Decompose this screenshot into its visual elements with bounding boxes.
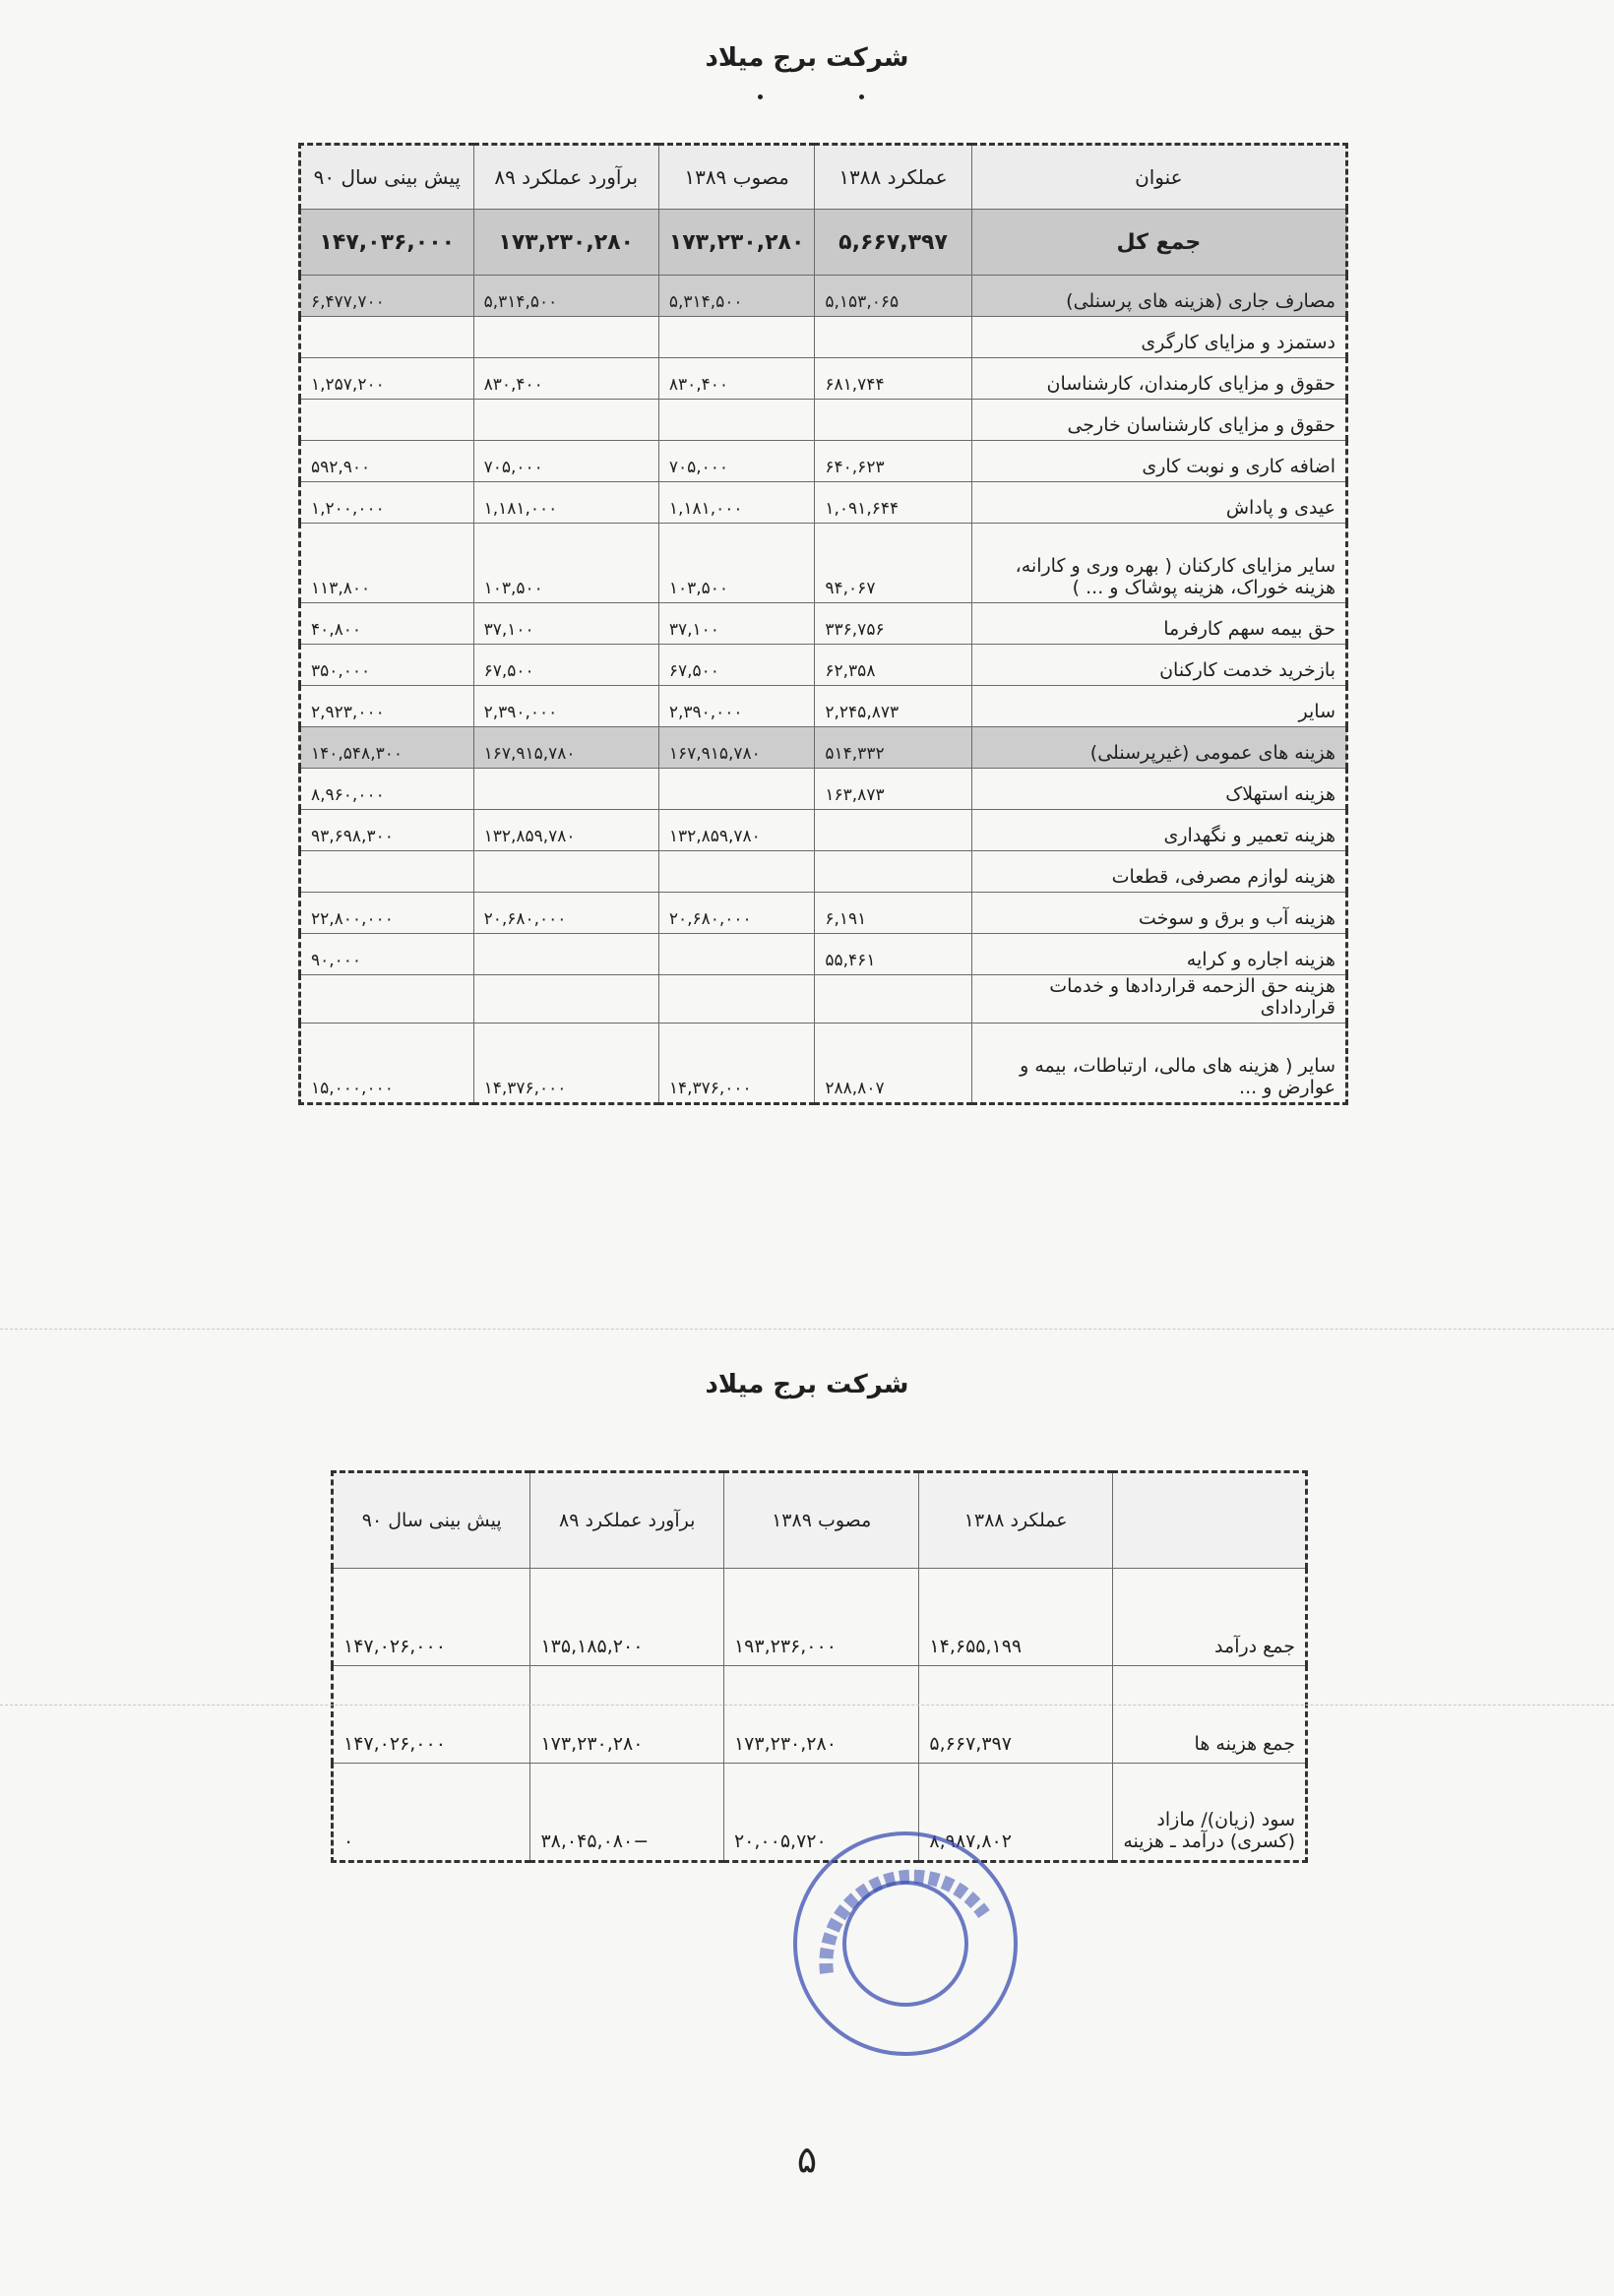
header-estimate-89: برآورد عملکرد ۸۹ (473, 145, 658, 210)
header-actual-1388: عملکرد ۱۳۸۸ (919, 1472, 1112, 1569)
cell-approved (658, 317, 815, 358)
cell-approved (658, 400, 815, 441)
table-row (300, 317, 1347, 358)
total-estimate: ۱۷۳,۲۳۰,۲۸۰ (473, 210, 658, 276)
row-label: هزینه اجاره و کرایه (971, 934, 1346, 975)
cell-actual: ۵۱۴,۳۳۲ (815, 727, 971, 769)
cell-approved: ۸۳۰,۴۰۰ (658, 358, 815, 400)
header-approved-1389: مصوب ۱۳۸۹ (658, 145, 815, 210)
table-row (300, 727, 1347, 769)
row-label: اضافه کاری و نوبت کاری (971, 441, 1346, 482)
table-row (333, 1569, 1307, 1666)
table-row (300, 686, 1347, 727)
row-label: هزینه لوازم مصرفی، قطعات (971, 851, 1346, 893)
row-label: سایر مزایای کارکنان ( بهره وری و کارانه، هزینه خوراک، هزینه پوشاک و ... ) (971, 524, 1346, 603)
row-label: هزینه تعمیر و نگهداری (971, 810, 1346, 851)
cell-approved: ۷۰۵,۰۰۰ (658, 441, 815, 482)
table-row (300, 524, 1347, 603)
header-actual-1388: عملکرد ۱۳۸۸ (815, 145, 971, 210)
budget-table (298, 143, 1348, 1105)
page-title: شرکت برج میلاد (705, 43, 909, 73)
row-label: سایر (971, 686, 1346, 727)
cell-forecast: ۴۰,۸۰۰ (300, 603, 474, 645)
cell-forecast (300, 975, 474, 1024)
official-seal (787, 1826, 1024, 2062)
cell-approved: ۳۷,۱۰۰ (658, 603, 815, 645)
row-label: عیدی و پاداش (971, 482, 1346, 524)
cell-forecast: ۹۳,۶۹۸,۳۰۰ (300, 810, 474, 851)
cell-approved: ۱۷۳,۲۳۰,۲۸۰ (723, 1666, 918, 1764)
dot (758, 94, 763, 99)
row-label: بازخرید خدمت کارکنان (971, 645, 1346, 686)
cell-approved: ۱۴,۳۷۶,۰۰۰ (658, 1024, 815, 1104)
row-label: سایر ( هزینه های مالی، ارتباطات، بیمه و عوارض و ... (971, 1024, 1346, 1104)
cell-estimate (473, 975, 658, 1024)
cell-actual: ۵,۶۶۷,۳۹۷ (919, 1666, 1112, 1764)
cell-estimate (473, 769, 658, 810)
row-label: جمع درآمد (1112, 1569, 1306, 1666)
cell-approved: ۲۰,۰۰۵,۷۲۰ (723, 1764, 918, 1862)
total-approved: ۱۷۳,۲۳۰,۲۸۰ (658, 210, 815, 276)
cell-actual (815, 810, 971, 851)
header-estimate-89: برآورد عملکرد ۸۹ (530, 1472, 724, 1569)
cell-approved (658, 851, 815, 893)
cell-actual: ۵۵,۴۶۱ (815, 934, 971, 975)
cell-estimate: ۱۶۷,۹۱۵,۷۸۰ (473, 727, 658, 769)
cell-actual: ۲۸۸,۸۰۷ (815, 1024, 971, 1104)
table-header-row (300, 145, 1347, 210)
cell-forecast: ۲۲,۸۰۰,۰۰۰ (300, 893, 474, 934)
dot (859, 94, 864, 99)
table-row (300, 769, 1347, 810)
cell-actual: ۱۶۳,۸۷۳ (815, 769, 971, 810)
cell-forecast: ۰ (333, 1764, 530, 1862)
cell-estimate: ۱,۱۸۱,۰۰۰ (473, 482, 658, 524)
cell-forecast: ۱۴۷,۰۲۶,۰۰۰ (333, 1666, 530, 1764)
cell-actual: ۶۴۰,۶۲۳ (815, 441, 971, 482)
table-row (300, 934, 1347, 975)
header-title: عنوان (971, 145, 1346, 210)
cell-actual: ۹۴,۰۶۷ (815, 524, 971, 603)
cell-estimate: ۷۰۵,۰۰۰ (473, 441, 658, 482)
table-row (300, 603, 1347, 645)
cell-approved: ۱۶۷,۹۱۵,۷۸۰ (658, 727, 815, 769)
cell-forecast: ۱۴۰,۵۴۸,۳۰۰ (300, 727, 474, 769)
cell-forecast: ۲,۹۲۳,۰۰۰ (300, 686, 474, 727)
table-row (300, 400, 1347, 441)
row-label: حقوق و مزایای کارمندان، کارشناسان (971, 358, 1346, 400)
table-row (300, 975, 1347, 1024)
cell-estimate: ۱۰۳,۵۰۰ (473, 524, 658, 603)
cell-approved (658, 769, 815, 810)
table-row (300, 441, 1347, 482)
row-label: دستمزد و مزایای کارگری (971, 317, 1346, 358)
cell-actual (815, 317, 971, 358)
cell-estimate (473, 400, 658, 441)
cell-approved (658, 975, 815, 1024)
cell-estimate (473, 851, 658, 893)
table-row (300, 358, 1347, 400)
table-row (300, 851, 1347, 893)
cell-approved: ۱۳۲,۸۵۹,۷۸۰ (658, 810, 815, 851)
cell-actual: ۳۳۶,۷۵۶ (815, 603, 971, 645)
cell-forecast: ۱۱۳,۸۰۰ (300, 524, 474, 603)
cell-actual (815, 851, 971, 893)
table-row (300, 893, 1347, 934)
cell-actual: ۱,۰۹۱,۶۴۴ (815, 482, 971, 524)
cell-actual: ۸,۹۸۷,۸۰۲ (919, 1764, 1112, 1862)
cell-approved: ۱,۱۸۱,۰۰۰ (658, 482, 815, 524)
total-actual: ۵,۶۶۷,۳۹۷ (815, 210, 971, 276)
cell-actual (815, 400, 971, 441)
cell-estimate (473, 934, 658, 975)
cell-forecast: ۶,۴۷۷,۷۰۰ (300, 276, 474, 317)
header-approved-1389: مصوب ۱۳۸۹ (723, 1472, 918, 1569)
table-row (300, 810, 1347, 851)
row-label: مصارف جاری (هزینه های پرسنلی) (971, 276, 1346, 317)
table-header-row (333, 1472, 1307, 1569)
cell-estimate: ۳۷,۱۰۰ (473, 603, 658, 645)
cell-actual (815, 975, 971, 1024)
cell-forecast: ۸,۹۶۰,۰۰۰ (300, 769, 474, 810)
cell-estimate: −۳۸,۰۴۵,۰۸۰ (530, 1764, 724, 1862)
header-forecast-90: پیش بینی سال ۹۰ (333, 1472, 530, 1569)
total-label: جمع کل (971, 210, 1346, 276)
cell-forecast: ۳۵۰,۰۰۰ (300, 645, 474, 686)
page-number: ۵ (796, 2138, 818, 2181)
total-row (300, 210, 1347, 276)
cell-forecast: ۵۹۲,۹۰۰ (300, 441, 474, 482)
cell-forecast: ۹۰,۰۰۰ (300, 934, 474, 975)
cell-estimate: ۱۷۳,۲۳۰,۲۸۰ (530, 1666, 724, 1764)
cell-estimate: ۲۰,۶۸۰,۰۰۰ (473, 893, 658, 934)
cell-estimate: ۱۳۵,۱۸۵,۲۰۰ (530, 1569, 724, 1666)
table-row (300, 482, 1347, 524)
summary-table (331, 1470, 1308, 1863)
cell-estimate (473, 317, 658, 358)
row-label: هزینه استهلاک (971, 769, 1346, 810)
cell-estimate: ۱۳۲,۸۵۹,۷۸۰ (473, 810, 658, 851)
decorative-dots (758, 91, 866, 102)
cell-forecast: ۱,۲۰۰,۰۰۰ (300, 482, 474, 524)
cell-approved (658, 934, 815, 975)
cell-forecast: ۱۴۷,۰۲۶,۰۰۰ (333, 1569, 530, 1666)
page-title-2: شرکت برج میلاد (705, 1370, 909, 1399)
cell-estimate: ۱۴,۳۷۶,۰۰۰ (473, 1024, 658, 1104)
fold-line (0, 1329, 1614, 1330)
cell-actual: ۶۲,۳۵۸ (815, 645, 971, 686)
row-label: حقوق و مزایای کارشناسان خارجی (971, 400, 1346, 441)
cell-actual: ۶,۱۹۱ (815, 893, 971, 934)
cell-actual: ۱۴,۶۵۵,۱۹۹ (919, 1569, 1112, 1666)
header-forecast-90: پیش بینی سال ۹۰ (300, 145, 474, 210)
cell-actual: ۲,۲۴۵,۸۷۳ (815, 686, 971, 727)
table-row (300, 1024, 1347, 1104)
cell-estimate: ۲,۳۹۰,۰۰۰ (473, 686, 658, 727)
table-row (300, 645, 1347, 686)
cell-approved: ۱۰۳,۵۰۰ (658, 524, 815, 603)
cell-actual: ۶۸۱,۷۴۴ (815, 358, 971, 400)
cell-forecast (300, 317, 474, 358)
cell-approved: ۲۰,۶۸۰,۰۰۰ (658, 893, 815, 934)
table-row (300, 276, 1347, 317)
row-label: سود (زیان)/ مازاد (کسری) درآمد ـ هزینه (1112, 1764, 1306, 1862)
cell-estimate: ۸۳۰,۴۰۰ (473, 358, 658, 400)
cell-approved: ۱۹۳,۲۳۶,۰۰۰ (723, 1569, 918, 1666)
cell-forecast (300, 851, 474, 893)
total-forecast: ۱۴۷,۰۳۶,۰۰۰ (300, 210, 474, 276)
cell-approved: ۶۷,۵۰۰ (658, 645, 815, 686)
cell-forecast (300, 400, 474, 441)
row-label: حق بیمه سهم کارفرما (971, 603, 1346, 645)
fold-line (0, 1705, 1614, 1706)
row-label: هزینه آب و برق و سوخت (971, 893, 1346, 934)
cell-forecast: ۱,۲۵۷,۲۰۰ (300, 358, 474, 400)
row-label: جمع هزینه ها (1112, 1666, 1306, 1764)
header-title (1112, 1472, 1306, 1569)
cell-estimate: ۵,۳۱۴,۵۰۰ (473, 276, 658, 317)
cell-approved: ۵,۳۱۴,۵۰۰ (658, 276, 815, 317)
row-label: هزینه های عمومی (غیرپرسنلی) (971, 727, 1346, 769)
table-row (333, 1666, 1307, 1764)
cell-estimate: ۶۷,۵۰۰ (473, 645, 658, 686)
cell-actual: ۵,۱۵۳,۰۶۵ (815, 276, 971, 317)
cell-approved: ۲,۳۹۰,۰۰۰ (658, 686, 815, 727)
cell-forecast: ۱۵,۰۰۰,۰۰۰ (300, 1024, 474, 1104)
row-label: هزینه حق الزحمه قراردادها و خدمات قراردادای (971, 975, 1346, 1024)
